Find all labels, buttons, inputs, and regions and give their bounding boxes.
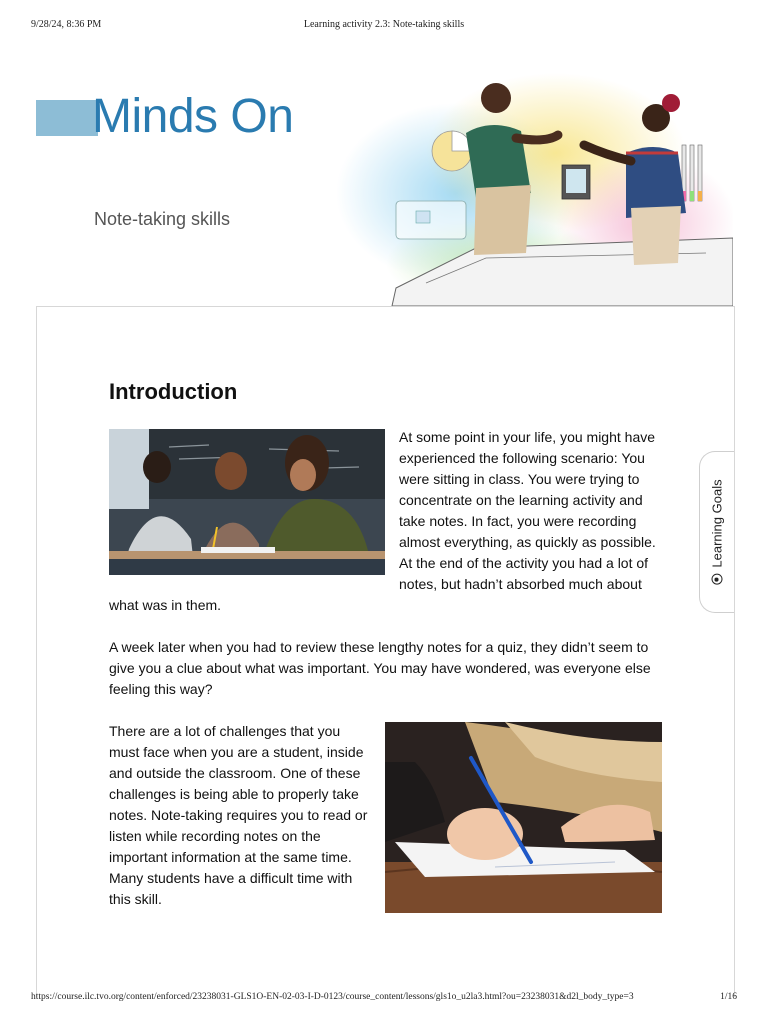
print-header	[0, 19, 768, 33]
print-url: https://course.ilc.tvo.org/content/enforced/23238031-GLS1O-EN-02-03-I-D-0123/course_content/lessons/gls1o_u2la3.html?ou=23238031&d2l_body_type=3	[31, 992, 634, 1002]
writing-hand-image	[385, 722, 662, 913]
page-subtitle: Note-taking skills	[94, 209, 231, 229]
print-doc-title: Learning activity 2.3: Note-taking skills	[303, 19, 465, 30]
learning-goals-tab[interactable]	[699, 451, 734, 613]
target-icon	[712, 574, 723, 585]
intro-paragraph-1-text: At some point in your life, you might have experienced the following scenario: You were sitting in class. You were trying to concentrate on the learning activity and take notes. In fact, you were recording almost everything, as quickly as possible. At the end of the activity you had a lot of notes, but hadn’t absorbed much about what was in them.	[109, 429, 656, 613]
print-page-number: 1/16	[720, 992, 737, 1002]
hero-illustration	[326, 73, 733, 306]
intro-paragraph-1	[109, 427, 661, 616]
minds-on-banner	[36, 73, 733, 306]
section-heading: Introduction	[109, 379, 238, 404]
print-date: 9/28/24, 8:36 PM	[31, 19, 102, 30]
learning-goals-label-group	[710, 479, 725, 584]
intro-paragraph-3: There are a lot of challenges that you must face when you are a student, inside and outside the classroom. One of these challenges is being able to properly take notes. Note-taking requires you to read or listen while recording notes on the important information at the same time. Many students have a difficult time with this skill.	[109, 723, 368, 907]
learning-goals-label: Learning Goals	[709, 479, 725, 568]
lesson-content	[36, 306, 735, 997]
intro-paragraph-2: A week later when you had to review these lengthy notes for a quiz, they didn’t seem to give you a clue about what was important. You may have wondered, was everyone else feeling this way?	[109, 639, 651, 697]
classroom-students-image	[109, 429, 385, 575]
print-footer	[0, 992, 768, 1006]
page-title: Minds On	[92, 90, 294, 143]
title-accent-block	[36, 100, 98, 136]
